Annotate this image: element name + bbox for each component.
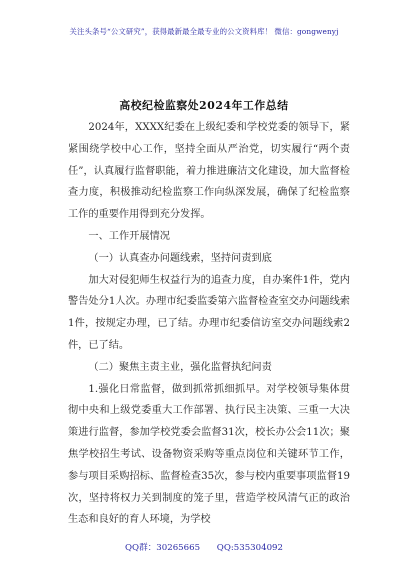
subsection-2-paragraph: 1.强化日常监督，做到抓常抓细抓早。对学校领导集体贯彻中央和上级党委重大工作部署、执行民主决策、三重一大决策进行监督，参加学校党委会监督31次，校长办公会11次；聚焦学校招生考试、设备物资采购等重点岗位和关键环节工作，参与项目采购招标、监督检查35次，参与校内重要事项监督19次，坚持将权力关到制度的笼子里，营造学校风清气正的政治生态和良好的育人环境，为学校 — [68, 383, 350, 526]
subsection-heading-2: （二）聚焦主责主业，强化监督执纪问责 — [88, 361, 272, 373]
section-heading-1: 一、工作开展情况 — [88, 230, 170, 242]
intro-paragraph: 2024年，XXXX纪委在上级纪委和学校党委的领导下，紧紧围绕学校中心工作，坚持全面从严治党，切实履行“两个责任”，认真履行监督职能，着力推进廉洁文化建设，加大监督检查力度，积极推动纪检监察工作向纵深发展，确保了纪检监察工作的重要作用得到充分发挥。 — [68, 122, 350, 221]
subsection-heading-1: （一）认真查办问题线索，坚持问责到底 — [88, 252, 272, 264]
subsection-1-paragraph: 加大对侵犯师生权益行为的追查力度，自办案件1件，党内警告处分1人次。办理市纪委监委第六监督检查室交办问题线索1件，按规定办理，已了结。办理市纪委信访室交办问题线索2件，已了结。 — [68, 274, 350, 351]
document-body — [68, 117, 350, 531]
footer-qq-contact: QQ:535304092 — [216, 543, 283, 553]
footer-qq-group: QQ群：30265665 — [125, 543, 201, 553]
document-title: 高校纪检监察处2024年工作总结 — [119, 99, 289, 112]
footer-contact-note — [0, 541, 408, 553]
header-promo-note: 关注头条号“公文研究”，获得最新最全最专业的公文资料库！ 微信：gongwenyj — [69, 27, 339, 36]
